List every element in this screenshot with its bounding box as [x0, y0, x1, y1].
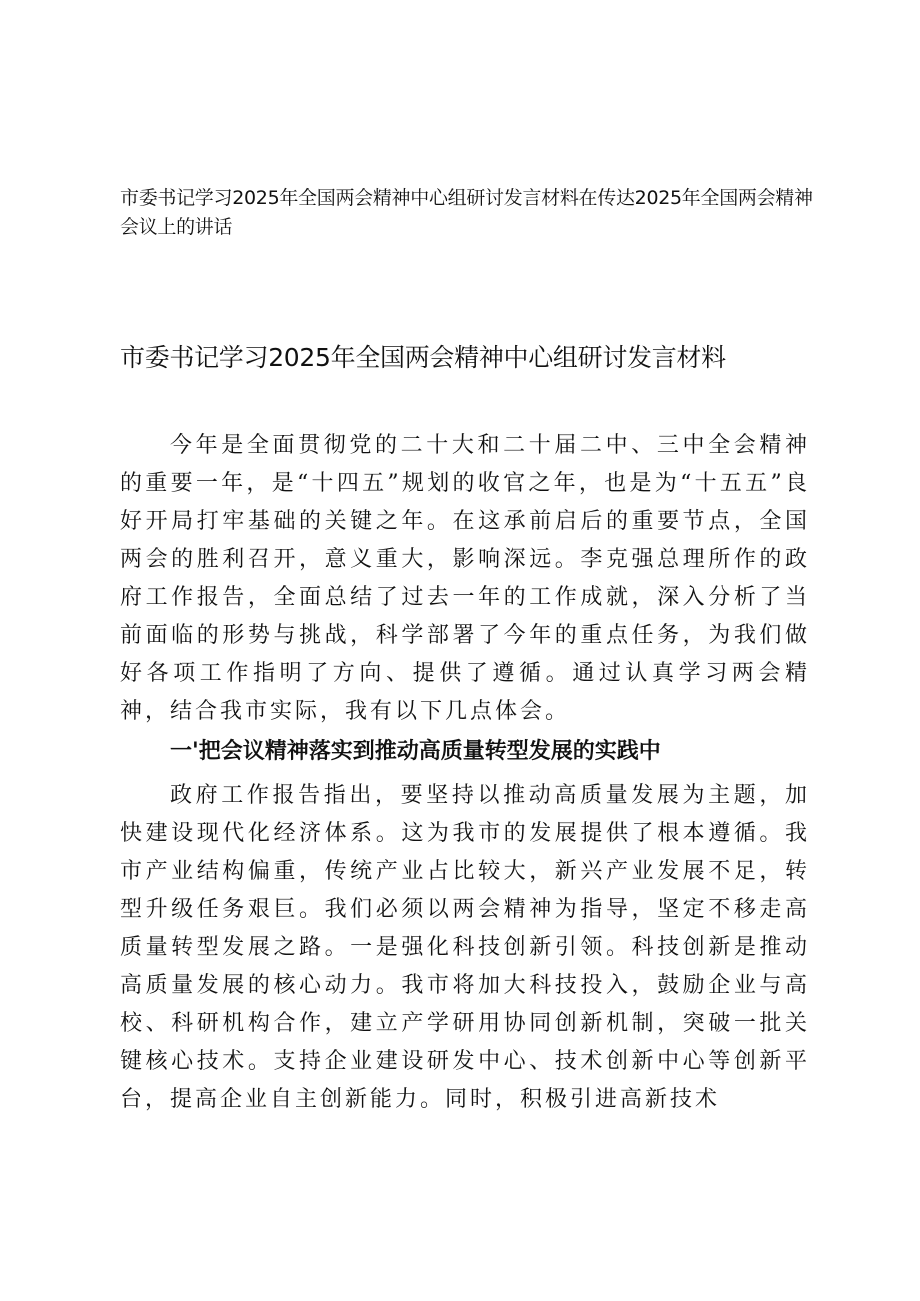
subheading-one: 一'把会议精神落实到推动高质量转型发展的实践中: [170, 739, 661, 764]
section-title: 市委书记学习2025年全国两会精神中心组研讨发言材料: [120, 343, 726, 372]
document-title: 市委书记学习2025年全国两会精神中心组研讨发言材料在传达2025年全国两会精神会议上的讲话: [120, 187, 813, 238]
intro-paragraph: 今年是全面贯彻党的二十大和二十届二中、三中全会精神的重要一年，是“十四五”规划的收官之年，也是为“十五五”良好开局打牢基础的关键之年。在这承前启后的重要节点，全国两会的胜利召开，意义重大，影响深远。李克强总理所作的政府工作报告，全面总结了过去一年的工作成就，深入分析了当前面临的形势与挑战，科学部署了今年的重点任务，为我们做好各项工作指明了方向、提供了遵循。通过认真学习两会精神，结合我市实际，我有以下几点体会。: [120, 433, 810, 724]
section-one-paragraph: 政府工作报告指出，要坚持以推动高质量发展为主题，加快建设现代化经济体系。这为我市的发展提供了根本遵循。我市产业结构偏重，传统产业占比较大，新兴产业发展不足，转型升级任务艰巨。我们必须以两会精神为指导，坚定不移走高质量转型发展之路。一是强化科技创新引领。科技创新是推动高质量发展的核心动力。我市将加大科技投入，鼓励企业与高校、科研机构合作，建立产学研用协同创新机制，突破一批关键核心技术。支持企业建设研发中心、技术创新中心等创新平台，提高企业自主创新能力。同时，积极引进高新技术: [120, 783, 810, 1112]
